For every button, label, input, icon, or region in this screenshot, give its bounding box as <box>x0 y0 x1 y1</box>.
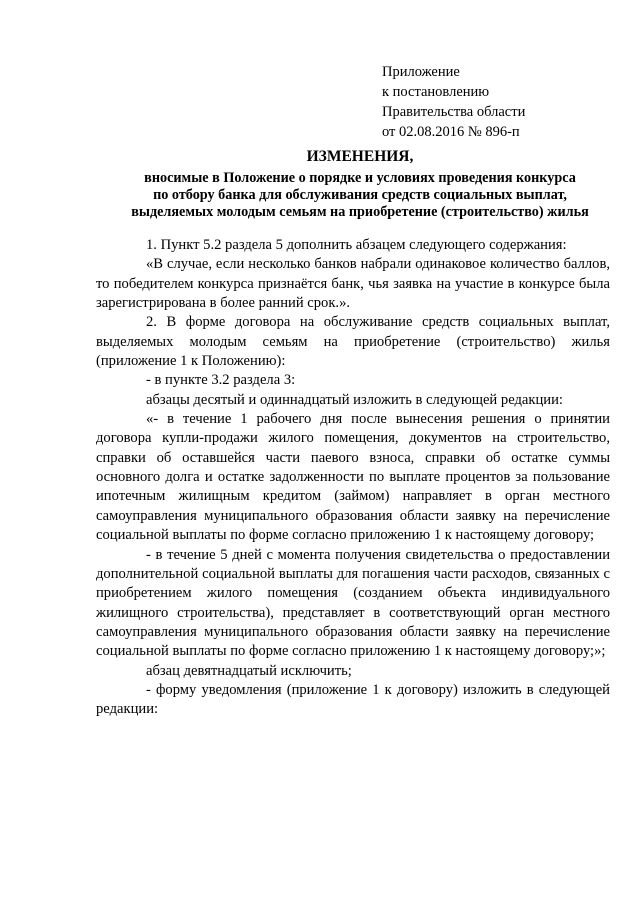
paragraph-item-2: 2. В форме договора на обслуживание средств социальных выплат, выделяемых молодым семьям на приобретение (строительство) жилья (приложение 1 к Положению): <box>96 314 610 370</box>
heading-title: ИЗМЕНЕНИЯ, <box>306 148 414 165</box>
sub-item: - форму уведомления (приложение 1 к договору) изложить в следующей редакции: <box>96 681 610 718</box>
heading-line: по отбору банка для обслуживания средств социальных выплат, <box>153 187 567 203</box>
sub-item: - в пункте 3.2 раздела 3: <box>146 372 296 389</box>
instruction-paragraph: абзац девятнадцатый исключить; <box>146 662 352 679</box>
quoted-paragraph: «В случае, если несколько банков набрали одинаковое количество баллов, то победителем конкурса признаётся банк, чья заявка на участие в конкурсе была зарегистрирована в более ранний срок.». <box>96 256 610 312</box>
paragraph-item-1: 1. Пункт 5.2 раздела 5 дополнить абзацем следующего содержания: <box>146 237 567 253</box>
appendix-block <box>382 62 525 142</box>
document-body <box>96 236 610 720</box>
appendix-line: к постановлению <box>382 84 490 100</box>
heading-line: выделяемых молодым семьям на приобретение (строительство) жилья <box>131 204 589 220</box>
quoted-paragraph: «- в течение 1 рабочего дня после вынесения решения о принятии договора купли-продажи жилого помещения, документов на строительство, справки об оставшейся части паевого взноса, справки об остатке суммы основного долга и остатке задолженности по выплате процентов за пользование ипотечным жилищным кредитом (займом) направляет в орган местного самоуправления муниципального образования области заявку на перечисление социальной выплаты по форме согласно приложению 1 к настоящему договору; <box>96 411 610 544</box>
heading-line: вносимые в Положение о порядке и условиях проведения конкурса <box>144 170 576 186</box>
quoted-paragraph: - в течение 5 дней с момента получения свидетельства о предоставлении дополнительной социальной выплаты для погашения части расходов, связанных с приобретением жилого помещения (созданием объекта индивидуального жилищного строительства), представляет в соответствующий орган местного самоуправления муниципального образования области заявку на перечисление социальной выплаты по форме согласно приложению 1 к настоящему договору;»; <box>96 546 610 660</box>
appendix-line: Правительства области <box>382 104 526 120</box>
appendix-line: Приложение <box>382 64 460 80</box>
document-heading <box>96 146 624 221</box>
appendix-line: от 02.08.2016 № 896-п <box>382 124 520 140</box>
instruction-paragraph: абзацы десятый и одиннадцатый изложить в следующей редакции: <box>146 391 563 408</box>
